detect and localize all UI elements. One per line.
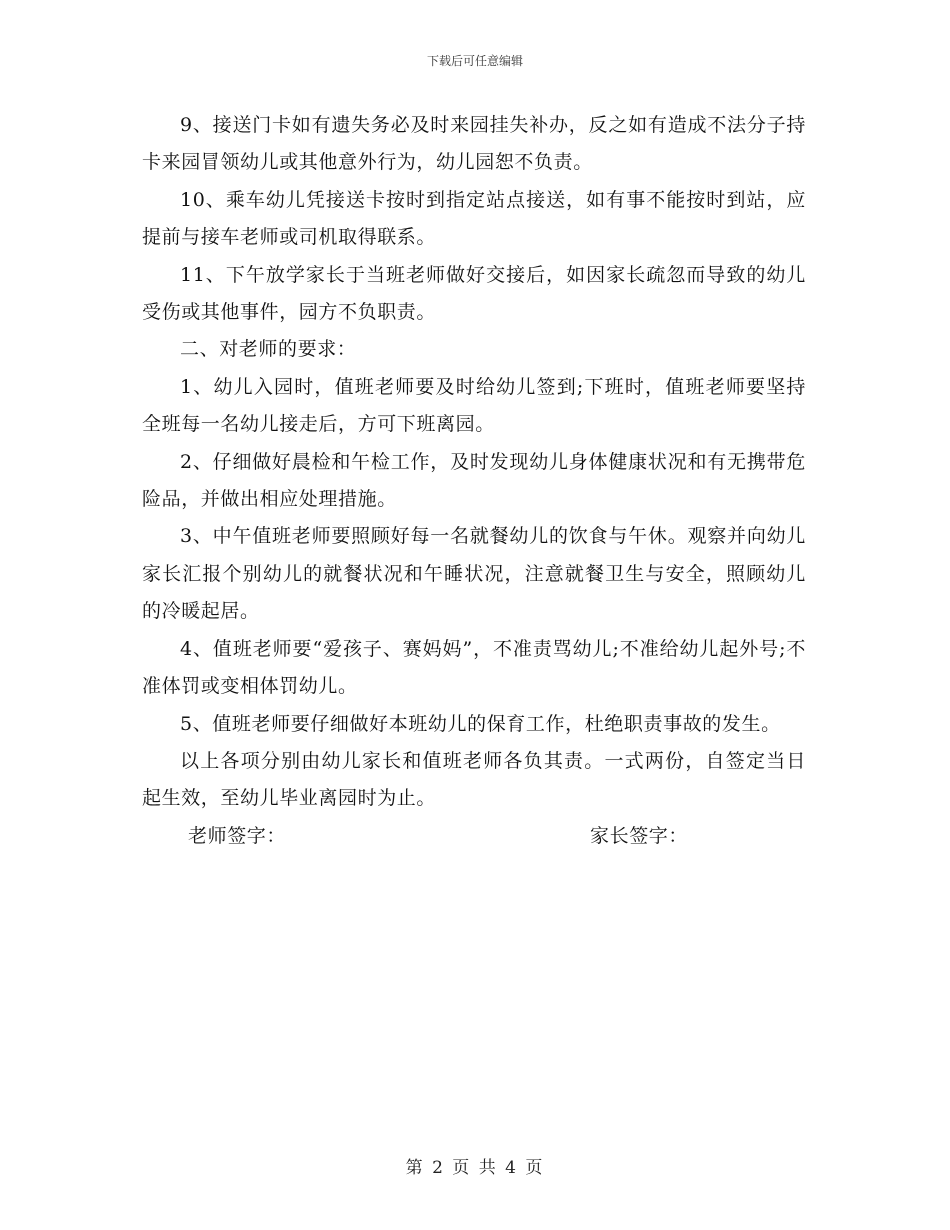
- page-number: 第 2 页 共 4 页: [405, 1158, 545, 1178]
- teacher-clause-1: 1、幼儿入园时，值班老师要及时给幼儿签到;下班时，值班老师要坚持全班每一名幼儿接走后，方可下班离园。: [142, 375, 806, 436]
- teacher-clause-4: 4、值班老师要“爱孩子、赛妈妈”，不准责骂幼儿;不准给幼儿起外号;不准体罚或变相体罚幼儿。: [142, 637, 806, 698]
- teacher-clause-5: 5、值班老师要仔细做好本班幼儿的保育工作，杜绝职责事故的发生。: [180, 712, 781, 735]
- page-header-note: 下载后可任意编辑: [426, 54, 523, 68]
- teacher-clause-2: 2、仔细做好晨检和午检工作，及时发现幼儿身体健康状况和有无携带危险品，并做出相应处理措施。: [142, 450, 806, 511]
- closing-statement: 以上各项分别由幼儿家长和值班老师各负其责。一式两份，自签定当日起生效，至幼儿毕业离园时为止。: [142, 749, 806, 810]
- teacher-signature-label: 老师签字：: [188, 824, 287, 847]
- clause-11: 11、下午放学家长于当班老师做好交接后，如因家长疏忽而导致的幼儿受伤或其他事件，园方不负职责。: [142, 263, 806, 324]
- parent-signature-label: 家长签字：: [590, 824, 689, 847]
- document-body: [142, 107, 806, 855]
- clause-10: 10、乘车幼儿凭接送卡按时到指定站点接送，如有事不能按时到站，应提前与接车老师或司机取得联系。: [142, 188, 806, 249]
- section-heading-teacher-requirements: 二、对老师的要求：: [180, 338, 357, 361]
- signature-row: [142, 818, 806, 855]
- clause-9: 9、接送门卡如有遗失务必及时来园挂失补办，反之如有造成不法分子持卡来园冒领幼儿或其他意外行为，幼儿园恕不负责。: [142, 114, 806, 174]
- teacher-clause-3: 3、中午值班老师要照顾好每一名就餐幼儿的饮食与午休。观察并向幼儿家长汇报个别幼儿的就餐状况和午睡状况，注意就餐卫生与安全，照顾幼儿的冷暖起居。: [142, 525, 806, 623]
